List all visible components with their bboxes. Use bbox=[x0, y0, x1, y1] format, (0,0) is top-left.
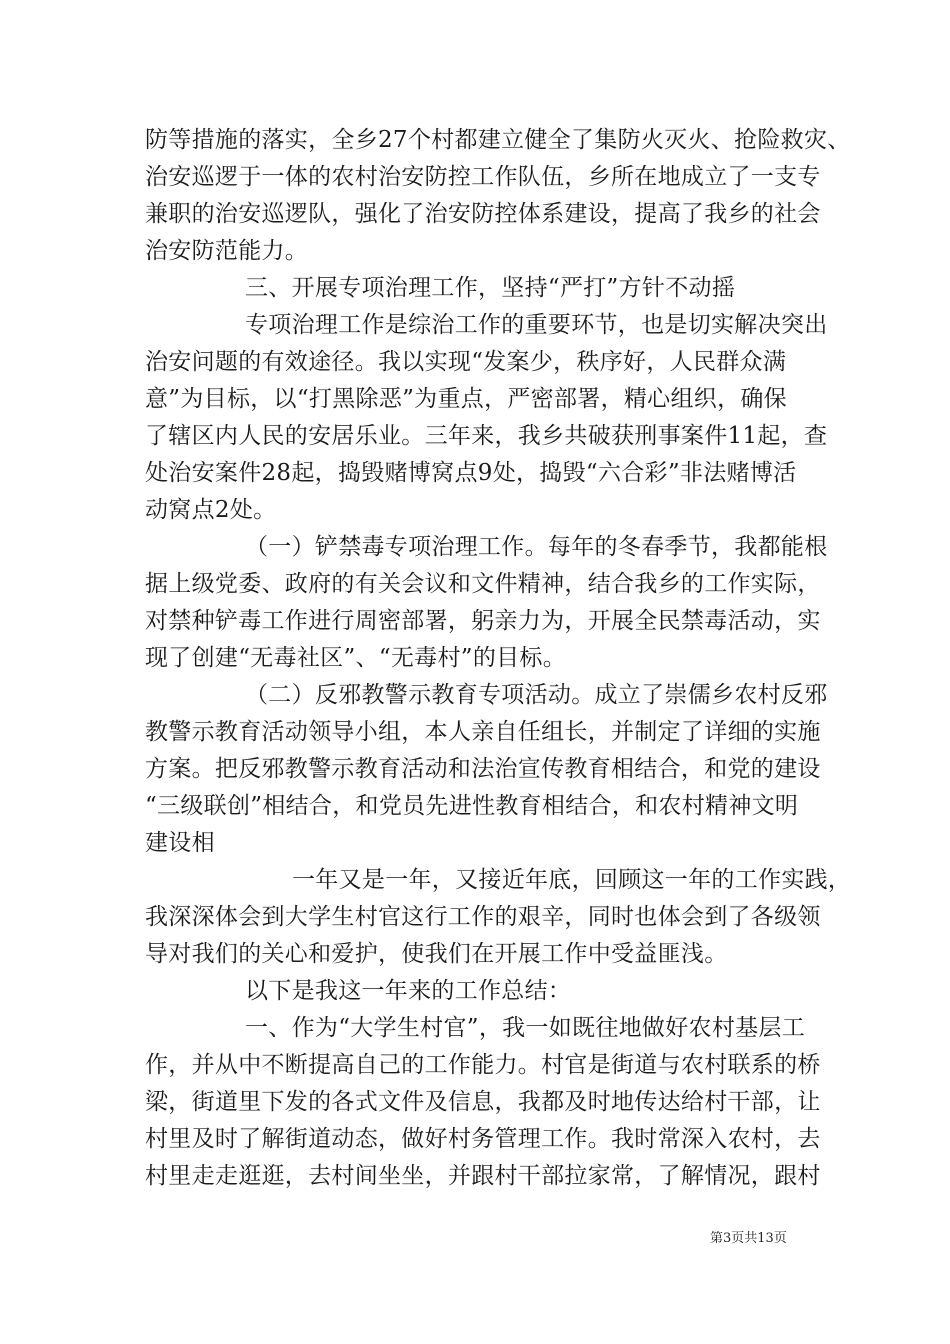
text-line: 教警示教育活动领导小组，本人亲自任组长，并制定了详细的实施 bbox=[145, 719, 821, 745]
text-line: 了辖区内人民的安居乐业。三年来，我乡共破获刑事案件11起，查 bbox=[145, 423, 828, 449]
text-line: 建设相 bbox=[145, 830, 215, 856]
text-line: 治安问题的有效途径。我以实现“发案少，秩序好，人民群众满 bbox=[145, 349, 787, 375]
text-line: 以下是我这一年来的工作总结： bbox=[245, 978, 572, 1004]
text-line: 专项治理工作是综治工作的重要环节，也是切实解决突出 bbox=[245, 312, 828, 338]
text-line: 动窝点2处。 bbox=[145, 497, 277, 523]
page-number: 第3页共13页 bbox=[710, 1231, 787, 1246]
text-line: 意”为目标，以“打黑除恶”为重点，严密部署，精心组织，确保 bbox=[145, 386, 787, 412]
text-line: 导对我们的关心和爱护，使我们在开展工作中受益匪浅。 bbox=[145, 941, 728, 967]
text-line: 梁，街道里下发的各式文件及信息，我都及时地传达给村干部，让 bbox=[145, 1089, 821, 1115]
text-line: 兼职的治安巡逻队，强化了治安防控体系建设，提高了我乡的社会 bbox=[145, 201, 821, 227]
section-heading: 三、开展专项治理工作，坚持“严打”方针不动摇 bbox=[245, 275, 736, 301]
text-line: 一年又是一年，又接近年底，回顾这一年的工作实践， bbox=[292, 867, 852, 893]
text-line: 方案。把反邪教警示教育活动和法治宣传教育相结合，和党的建设 bbox=[145, 756, 821, 782]
text-line: 处治安案件28起，捣毁赌博窝点9处，捣毁“六合彩”非法赌博活 bbox=[145, 460, 797, 486]
text-line: 村里及时了解街道动态，做好村务管理工作。我时常深入农村，去 bbox=[145, 1126, 821, 1152]
text-line: 作，并从中不断提高自己的工作能力。村官是街道与农村联系的桥 bbox=[145, 1052, 821, 1078]
text-line: 治安防范能力。 bbox=[145, 238, 309, 264]
text-line: 据上级党委、政府的有关会议和文件精神，结合我乡的工作实际， bbox=[145, 571, 821, 597]
text-line: （二）反邪教警示教育专项活动。成立了崇儒乡农村反邪 bbox=[245, 682, 828, 708]
text-line: （一）铲禁毒专项治理工作。每年的冬春季节，我都能根 bbox=[245, 534, 828, 560]
text-line: 一、作为“大学生村官”，我一如既往地做好农村基层工 bbox=[245, 1015, 806, 1041]
text-line: 现了创建“无毒社区”、“无毒村”的目标。 bbox=[145, 645, 567, 671]
text-line: 我深深体会到大学生村官这行工作的艰辛，同时也体会到了各级领 bbox=[145, 904, 821, 930]
text-line: 对禁种铲毒工作进行周密部署，躬亲力为，开展全民禁毒活动，实 bbox=[145, 608, 821, 634]
text-line: 防等措施的落实，全乡27个村都建立健全了集防火灭火、抢险救灾、 bbox=[145, 127, 851, 153]
text-line: 村里走走逛逛，去村间坐坐，并跟村干部拉家常，了解情况，跟村 bbox=[145, 1163, 821, 1189]
text-line: 治安巡逻于一体的农村治安防控工作队伍，乡所在地成立了一支专 bbox=[145, 164, 821, 190]
text-line: “三级联创”相结合，和党员先进性教育相结合，和农村精神文明 bbox=[145, 793, 799, 819]
